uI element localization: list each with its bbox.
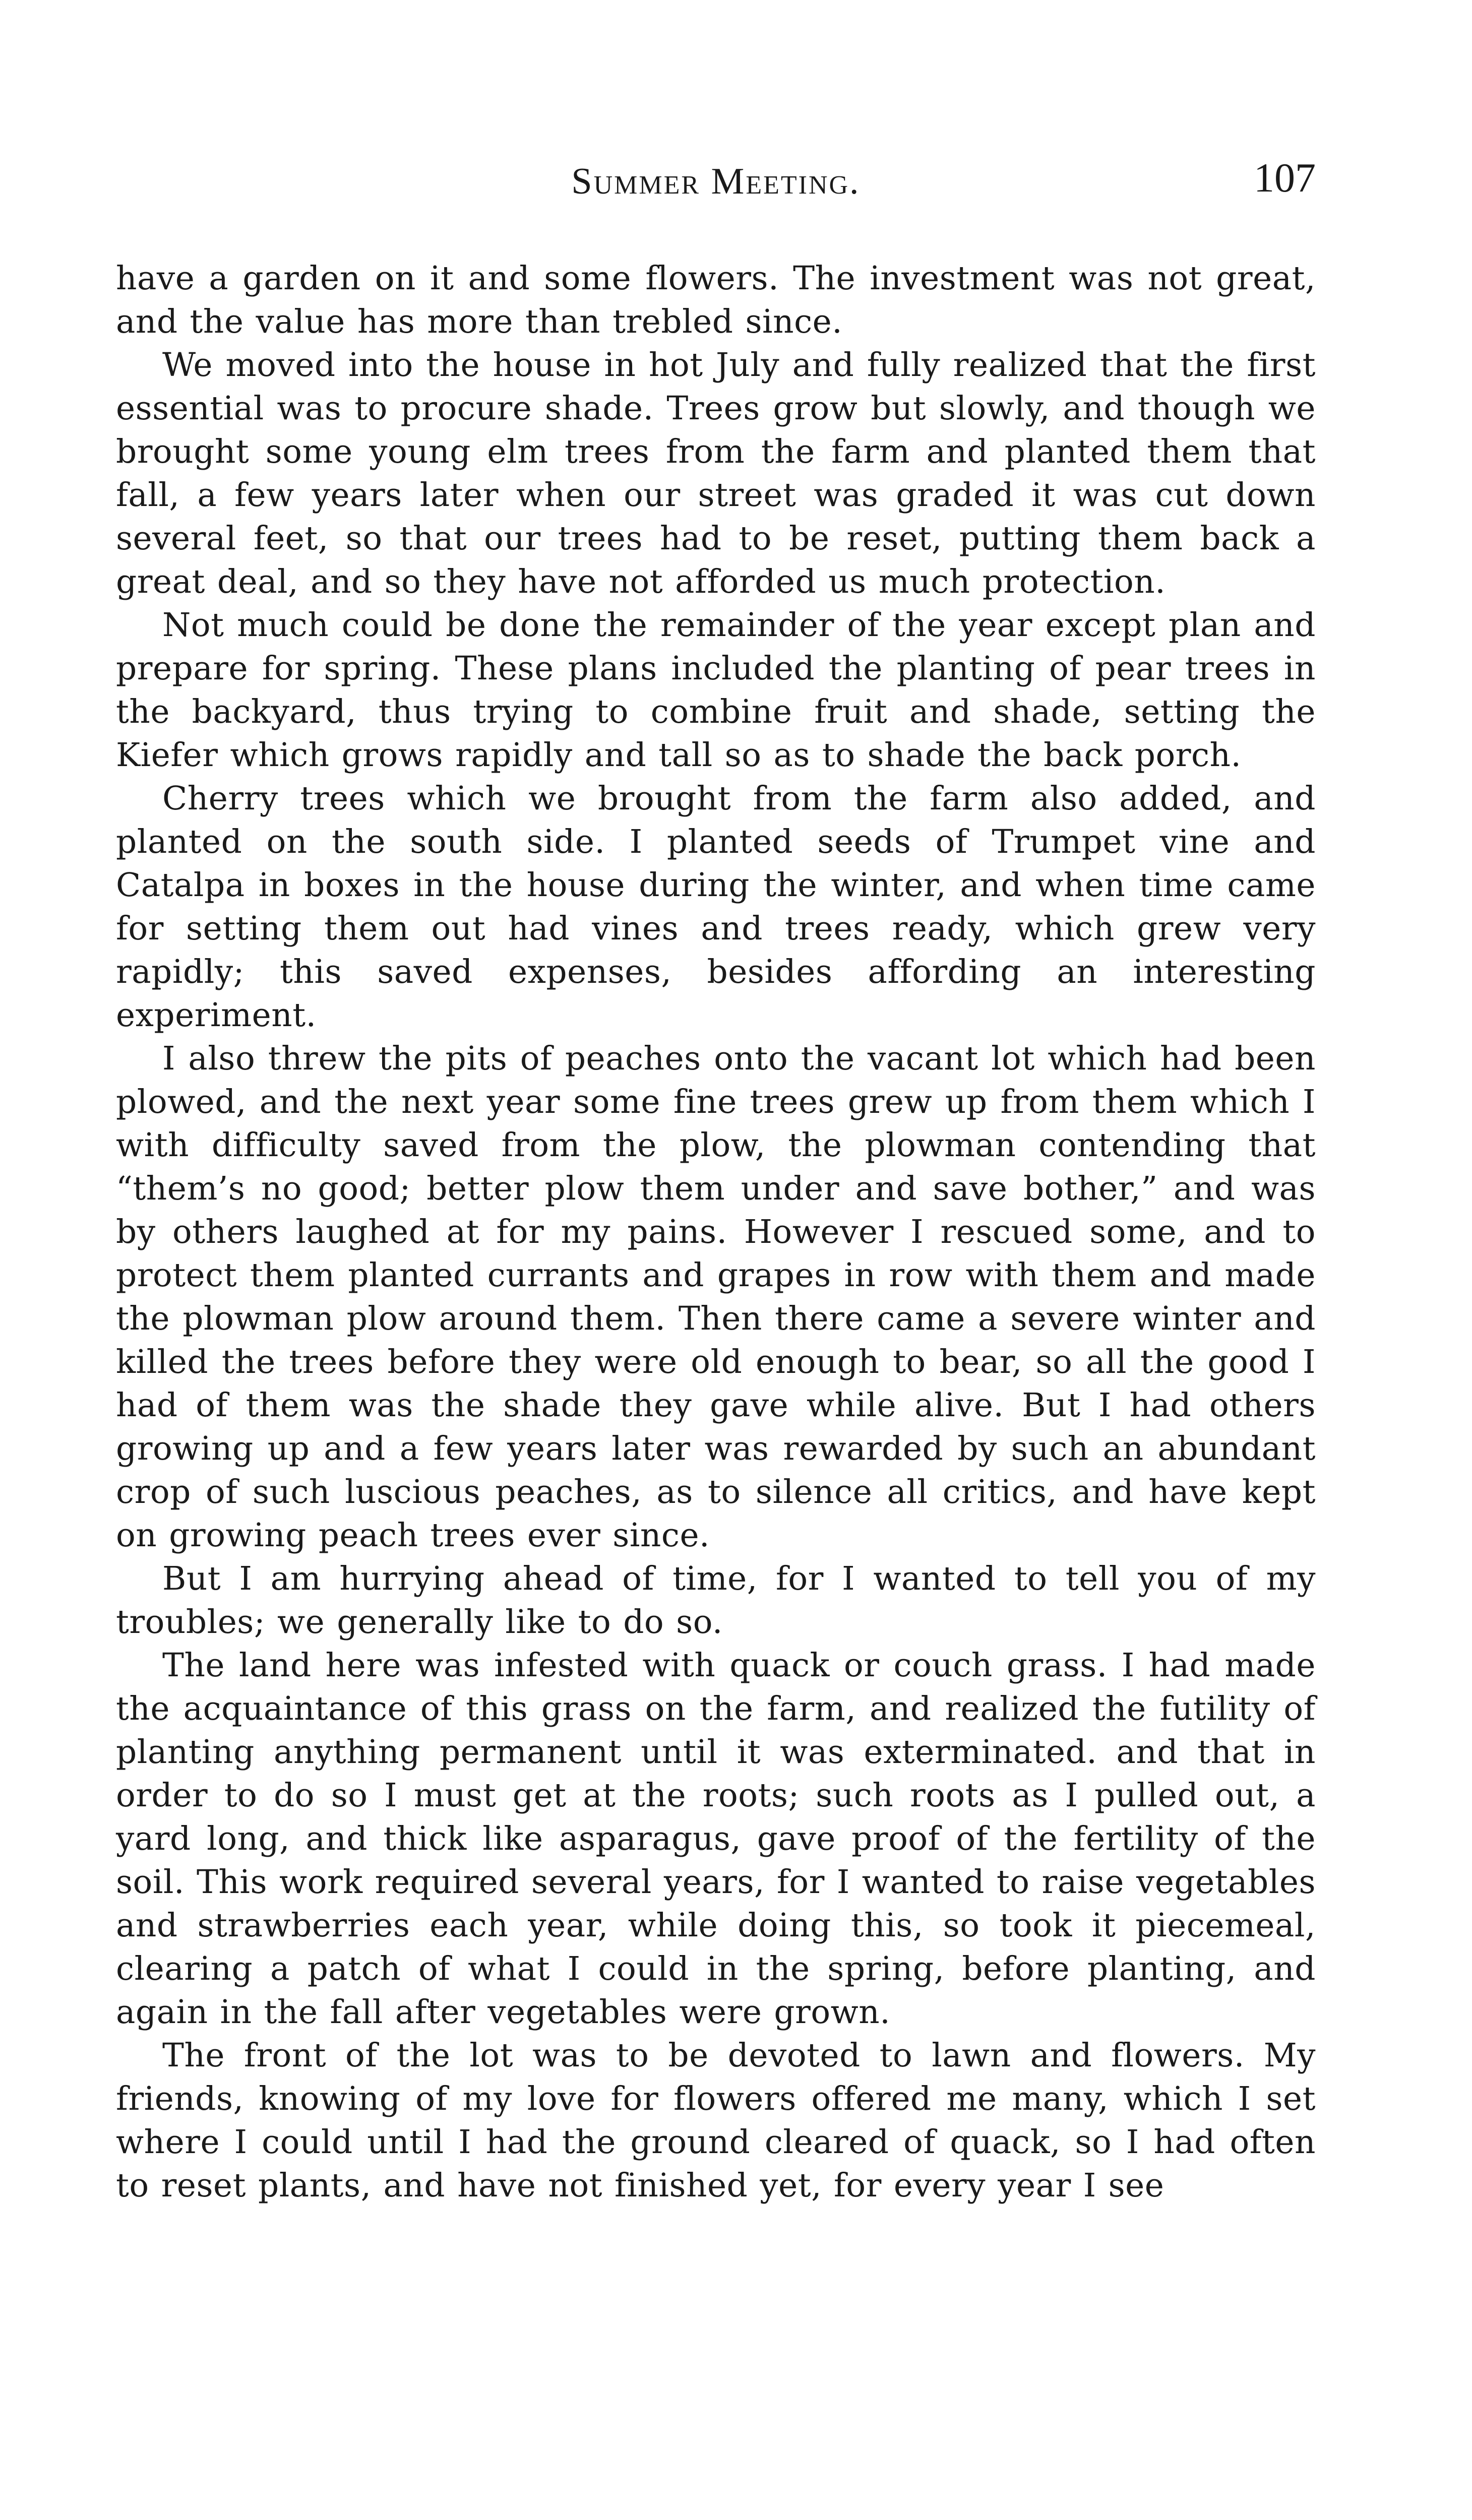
paragraph-quack-grass: The land here was infested with quack or couch grass. I had made the acquaintance of this grass on the farm, and realized the futility of planting anything permanent until it was exterminated. and that in order to do so I must get at the roots; such roots as I pulled out, a yard long, and thick like asparagus, gave proof of the fertility of the soil. This work required several years, for I wanted to raise vegetables and strawberries each year, while doing this, so took it piecemeal, clearing a patch of what I could in the spring, before planting, and again in the fall after vegetables were grown. [116, 1647, 1316, 2031]
paragraph-peach-pits: I also threw the pits of peaches onto the vacant lot which had been plowed, and the next year some fine trees grew up from them which I with difficulty saved from the plow, the plowman contending that “them’s no good; better plow them under and save bother,” and was by others laughed at for my pains. However I rescued some, and to protect them planted currants and grapes in row with them and made the plowman plow around them. Then there came a severe winter and killed the trees before they were old enough to bear, so all the good I had of them was the shade they gave while alive. But I had others growing up and a few years later was rewarded by such an abundant crop of such luscious peaches, as to silence all critics, and have kept on growing peach trees ever since. [116, 1040, 1316, 1554]
paragraph-troubles: But I am hurrying ahead of time, for I wanted to tell you of my troubles; we generally like to do so. [116, 1560, 1316, 1641]
paragraph-lawn-flowers: The front of the lot was to be devoted to lawn and flowers. My friends, knowing of my love for flowers offered me many, which I set where I could until I had the ground cleared of quack, so I had often to reset plants, and have not finished yet, for every year I see [116, 2037, 1316, 2204]
body-text [116, 257, 1316, 2208]
paragraph-spring-plans: Not much could be done the remainder of the year except plan and prepare for spring. These plans included the planting of pear trees in the backyard, thus trying to combine fruit and shade, setting the Kiefer which grows rapidly and tall so as to shade the back porch. [116, 606, 1316, 774]
paragraph-continued: have a garden on it and some flowers. The investment was not great, and the value has more than trebled since. [116, 260, 1316, 341]
page-number: 107 [1254, 155, 1316, 201]
paragraph-shade: We moved into the house in hot July and fully realized that the first essential was to procure shade. Trees grow but slowly, and though we brought some young elm trees from the farm and planted them that fall, a few years later when our street was graded it was cut down several feet, so that our trees had to be reset, putting them back a great deal, and so they have not afforded us much protection. [116, 346, 1316, 601]
running-title: Summer Meeting. [571, 161, 861, 202]
running-head [116, 151, 1316, 212]
paragraph-cherry-trees: Cherry trees which we brought from the farm also added, and planted on the south side. I planted seeds of Trumpet vine and Catalpa in boxes in the house during the winter, and when time came for setting them out had vines and trees ready, which grew very rapidly; this saved expenses, besides affording an interesting experiment. [116, 780, 1316, 1034]
